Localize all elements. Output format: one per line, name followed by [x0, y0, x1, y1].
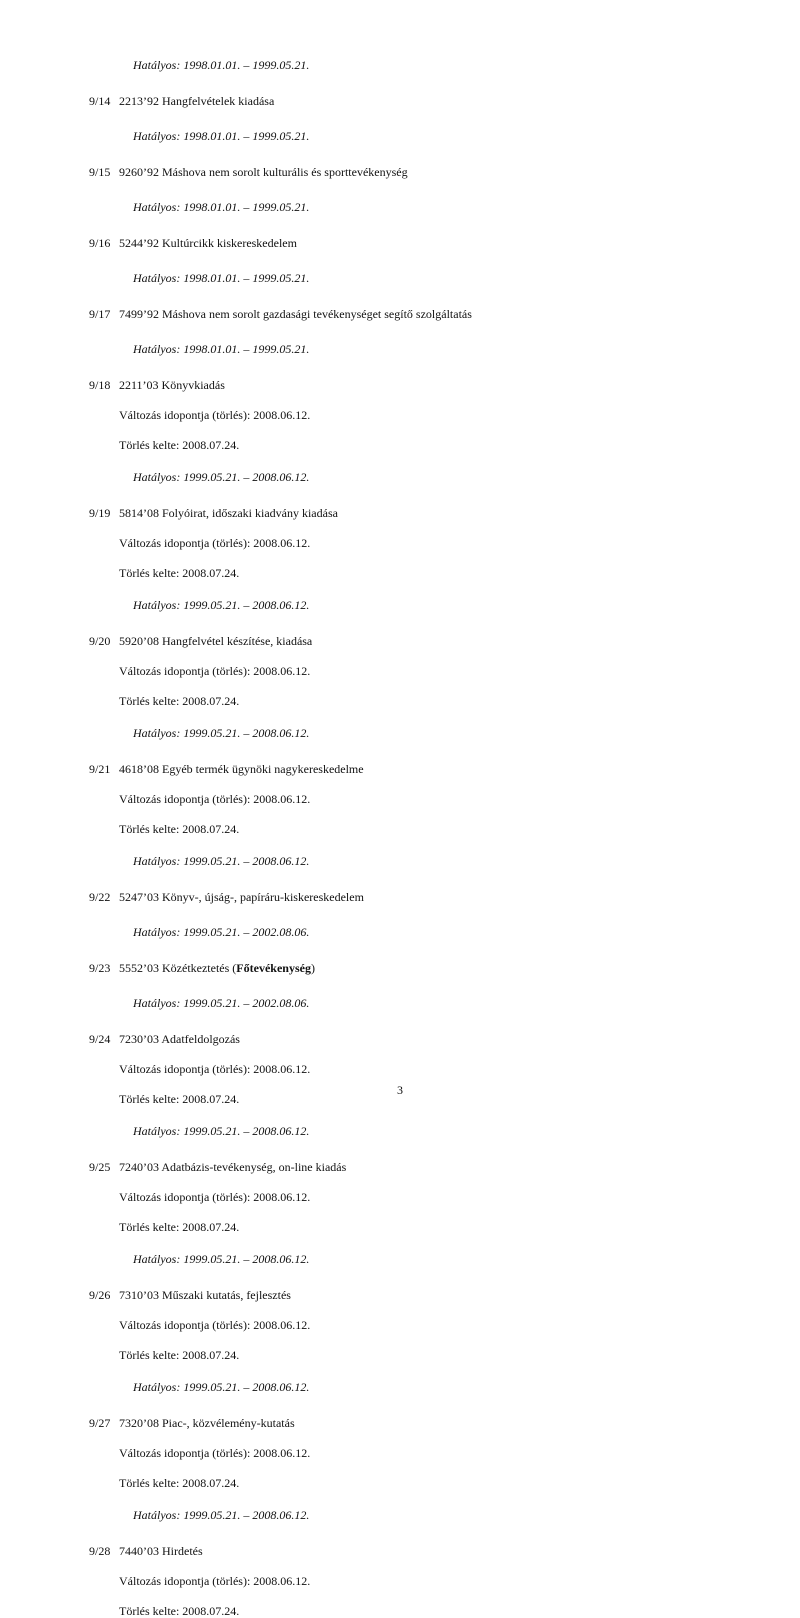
- validity-line: [89, 1508, 729, 1522]
- change-date: Változás idopontja (törlés): 2008.06.12.: [119, 1574, 311, 1588]
- entry-number: 9/26: [89, 1288, 111, 1302]
- entry-title-line: [89, 1160, 729, 1174]
- gap: [89, 1302, 729, 1318]
- gap: [89, 975, 729, 996]
- deletion-date: Törlés kelte: 2008.07.24.: [119, 1348, 240, 1362]
- validity-text: Hatályos: 1999.05.21. – 2008.06.12.: [133, 1508, 310, 1522]
- validity-text: Hatályos: 1999.05.21. – 2008.06.12.: [133, 1380, 310, 1394]
- validity-line: [89, 271, 729, 285]
- deletion-date: Törlés kelte: 2008.07.24.: [119, 566, 240, 580]
- gap: [89, 1394, 729, 1416]
- gap: [89, 939, 729, 961]
- entry-number: 9/27: [89, 1416, 111, 1430]
- validity-text: Hatályos: 1999.05.21. – 2002.08.06.: [133, 996, 310, 1010]
- entry-item: [89, 634, 729, 740]
- gap: [89, 806, 729, 822]
- entry-title-text: 7499’92 Máshova nem sorolt gazdasági tevékenységet segítő szolgáltatás: [119, 307, 472, 321]
- gap: [89, 143, 729, 165]
- validity-line: [89, 342, 729, 356]
- validity-line: [89, 1124, 729, 1138]
- gap: [89, 648, 729, 664]
- change-line: [89, 1190, 729, 1204]
- gap: [89, 422, 729, 438]
- entry-title-line: [89, 1032, 729, 1046]
- validity-text: Hatályos: 1999.05.21. – 2008.06.12.: [133, 854, 310, 868]
- deletion-date: Törlés kelte: 2008.07.24.: [119, 1476, 240, 1490]
- entry-item: [89, 94, 729, 143]
- entry-title: [119, 236, 297, 250]
- entry-item: [89, 307, 729, 356]
- entry-number: 9/17: [89, 307, 111, 321]
- entry-title: [119, 762, 364, 776]
- entry-title: [119, 634, 312, 648]
- entry-item: [89, 236, 729, 285]
- change-date: Változás idopontja (törlés): 2008.06.12.: [119, 1062, 311, 1076]
- entry-title-text: 5247’03 Könyv-, újság-, papíráru-kiskereskedelem: [119, 890, 364, 904]
- validity-text: Hatályos: 1998.01.01. – 1999.05.21.: [133, 200, 310, 214]
- change-line: [89, 536, 729, 550]
- entry-number: 9/18: [89, 378, 111, 392]
- entry-title-text: 2211’03 Könyvkiadás: [119, 378, 225, 392]
- change-line: [89, 1574, 729, 1588]
- entry-title-line: [89, 378, 729, 392]
- entry-title-text: 4618’08 Egyéb termék ügynöki nagykereskedelme: [119, 762, 364, 776]
- entry-title-line: [89, 506, 729, 520]
- entry-title-text: 9260’92 Máshova nem sorolt kulturális és sporttevékenység: [119, 165, 408, 179]
- change-date: Változás idopontja (törlés): 2008.06.12.: [119, 1318, 311, 1332]
- deletion-date: Törlés kelte: 2008.07.24.: [119, 1604, 240, 1618]
- gap: [89, 1362, 729, 1380]
- deletion-line: [89, 1220, 729, 1234]
- gap: [89, 321, 729, 342]
- validity-line: [89, 129, 729, 143]
- gap: [89, 520, 729, 536]
- entry-title: [119, 1032, 240, 1046]
- entry-title: [119, 165, 408, 179]
- entry-item: [89, 1160, 729, 1266]
- entry-number: 9/24: [89, 1032, 111, 1046]
- validity-line: [89, 598, 729, 612]
- entry-title-text: 2213’92 Hangfelvételek kiadása: [119, 94, 275, 108]
- gap: [89, 776, 729, 792]
- gap: [89, 550, 729, 566]
- gap: [89, 285, 729, 307]
- gap: [89, 1332, 729, 1348]
- change-line: [89, 792, 729, 806]
- validity-text: Hatályos: 1999.05.21. – 2008.06.12.: [133, 1252, 310, 1266]
- entry-number: 9/25: [89, 1160, 111, 1174]
- validity-line: [89, 854, 729, 868]
- entry-title-text: 7240’03 Adatbázis-tevékenység, on-line kiadás: [119, 1160, 347, 1174]
- gap: [89, 1490, 729, 1508]
- gap: [89, 1106, 729, 1124]
- validity-line: [89, 1380, 729, 1394]
- validity-line: [89, 470, 729, 484]
- entry-title-line: [89, 762, 729, 776]
- gap: [89, 1558, 729, 1574]
- entry-title-line: [89, 307, 729, 321]
- deletion-date: Törlés kelte: 2008.07.24.: [119, 822, 240, 836]
- entry-title-text: 7320’08 Piac-, közvélemény-kutatás: [119, 1416, 295, 1430]
- entry-title: [119, 1160, 346, 1174]
- entry-number: 9/20: [89, 634, 111, 648]
- entry-title-line: [89, 1288, 729, 1302]
- deletion-line: [89, 566, 729, 580]
- gap: [89, 1010, 729, 1032]
- entry-title-text: 7310’03 Műszaki kutatás, fejlesztés: [119, 1288, 291, 1302]
- change-date: Változás idopontja (törlés): 2008.06.12.: [119, 664, 311, 678]
- entry-title-text: 7230’03 Adatfeldolgozás: [119, 1032, 240, 1046]
- entry-number: 9/14: [89, 94, 111, 108]
- gap: [89, 1174, 729, 1190]
- gap: [89, 740, 729, 762]
- gap: [89, 612, 729, 634]
- change-line: [89, 664, 729, 678]
- validity-text: Hatályos: 1999.05.21. – 2008.06.12.: [133, 470, 310, 484]
- validity-text: Hatályos: 1999.05.21. – 2008.06.12.: [133, 726, 310, 740]
- entry-title: [119, 1416, 295, 1430]
- entry-title-line: [89, 890, 729, 904]
- entry-title-line: [89, 236, 729, 250]
- entry-title: [119, 890, 364, 904]
- validity-text: Hatályos: 1999.05.21. – 2002.08.06.: [133, 925, 310, 939]
- entry-title: [119, 961, 315, 975]
- gap: [89, 1138, 729, 1160]
- entry-number: 9/22: [89, 890, 111, 904]
- deletion-date: Törlés kelte: 2008.07.24.: [119, 1220, 240, 1234]
- gap: [89, 868, 729, 890]
- change-date: Változás idopontja (törlés): 2008.06.12.: [119, 536, 311, 550]
- deletion-date: Törlés kelte: 2008.07.24.: [119, 694, 240, 708]
- entry-title-line: [89, 1544, 729, 1558]
- entry-title-text: 5920’08 Hangfelvétel készítése, kiadása: [119, 634, 313, 648]
- entry-title-line: [89, 94, 729, 108]
- validity-line: [89, 200, 729, 214]
- change-line: [89, 1318, 729, 1332]
- gap: [89, 484, 729, 506]
- deletion-line: [89, 1604, 729, 1618]
- gap: [89, 904, 729, 925]
- entry-item: [89, 762, 729, 868]
- gap: [89, 1204, 729, 1220]
- change-line: [89, 408, 729, 422]
- entry-number: 9/21: [89, 762, 111, 776]
- change-line: [89, 1062, 729, 1076]
- validity-text: Hatályos: 1998.01.01. – 1999.05.21.: [133, 342, 310, 356]
- deletion-date: Törlés kelte: 2008.07.24.: [119, 438, 240, 452]
- gap: [89, 1522, 729, 1544]
- document-body: [89, 58, 729, 1618]
- entry-title-line: [89, 1416, 729, 1430]
- entry-title: [119, 1544, 203, 1558]
- change-date: Változás idopontja (törlés): 2008.06.12.: [119, 792, 311, 806]
- deletion-date: Törlés kelte: 2008.07.24.: [119, 1092, 240, 1106]
- validity-text: Hatályos: 1999.05.21. – 2008.06.12.: [133, 1124, 310, 1138]
- entry-item: [89, 961, 729, 1010]
- gap: [89, 1266, 729, 1288]
- gap: [89, 452, 729, 470]
- entry-title: [119, 378, 225, 392]
- validity-line: [89, 996, 729, 1010]
- entry-title: [119, 94, 274, 108]
- gap: [89, 580, 729, 598]
- entry-title-text: 7440’03 Hirdetés: [119, 1544, 203, 1558]
- gap: [89, 356, 729, 378]
- entry-item: [89, 1544, 729, 1618]
- entry-number: 9/15: [89, 165, 111, 179]
- entry-title-line: [89, 165, 729, 179]
- gap: [89, 678, 729, 694]
- gap: [89, 1430, 729, 1446]
- validity-line: [89, 726, 729, 740]
- gap: [89, 1234, 729, 1252]
- change-date: Változás idopontja (törlés): 2008.06.12.: [119, 1446, 311, 1460]
- entry-item: [89, 1416, 729, 1522]
- entry-title-line: [89, 961, 729, 975]
- validity-line: [89, 1252, 729, 1266]
- gap: [89, 250, 729, 271]
- entry-title-text: 5814’08 Folyóirat, időszaki kiadvány kiadása: [119, 506, 338, 520]
- entry-title: [119, 307, 472, 321]
- gap: [89, 179, 729, 200]
- gap: [89, 1460, 729, 1476]
- entry-item: [89, 506, 729, 612]
- entry-number: 9/16: [89, 236, 111, 250]
- entry-list: [89, 72, 729, 1618]
- entry-item: [89, 378, 729, 484]
- entry-number: 9/28: [89, 1544, 111, 1558]
- entry-title-bold: Főtevékenység: [236, 961, 311, 975]
- entry-number: 9/19: [89, 506, 111, 520]
- gap: [89, 1588, 729, 1604]
- entry-title-line: [89, 634, 729, 648]
- entry-title-text-after: ): [310, 961, 315, 975]
- deletion-line: [89, 438, 729, 452]
- validity-text: Hatályos: 1998.01.01. – 1999.05.21.: [133, 129, 310, 143]
- gap: [89, 72, 729, 94]
- validity-line: [89, 58, 729, 72]
- entry-item: [89, 1288, 729, 1394]
- entry-item: [89, 165, 729, 214]
- deletion-line: [89, 1348, 729, 1362]
- change-date: Változás idopontja (törlés): 2008.06.12.: [119, 408, 311, 422]
- gap: [89, 708, 729, 726]
- validity-text: Hatályos: 1998.01.01. – 1999.05.21.: [133, 271, 310, 285]
- gap: [89, 392, 729, 408]
- entry-title: [119, 506, 338, 520]
- deletion-line: [89, 822, 729, 836]
- gap: [89, 214, 729, 236]
- page-number: 3: [397, 1083, 403, 1097]
- entry-number: 9/23: [89, 961, 111, 975]
- change-date: Változás idopontja (törlés): 2008.06.12.: [119, 1190, 311, 1204]
- change-line: [89, 1446, 729, 1460]
- validity-text: Hatályos: 1999.05.21. – 2008.06.12.: [133, 598, 310, 612]
- entry-title-text: 5552’03 Közétkeztetés (: [119, 961, 237, 975]
- gap: [89, 108, 729, 129]
- deletion-line: [89, 694, 729, 708]
- gap: [89, 836, 729, 854]
- validity-line: [89, 925, 729, 939]
- entry-title: [119, 1288, 291, 1302]
- validity-text: Hatályos: 1998.01.01. – 1999.05.21.: [133, 58, 310, 72]
- gap: [89, 1046, 729, 1062]
- entry-item: [89, 890, 729, 939]
- entry-title-text: 5244’92 Kultúrcikk kiskereskedelem: [119, 236, 297, 250]
- deletion-line: [89, 1476, 729, 1490]
